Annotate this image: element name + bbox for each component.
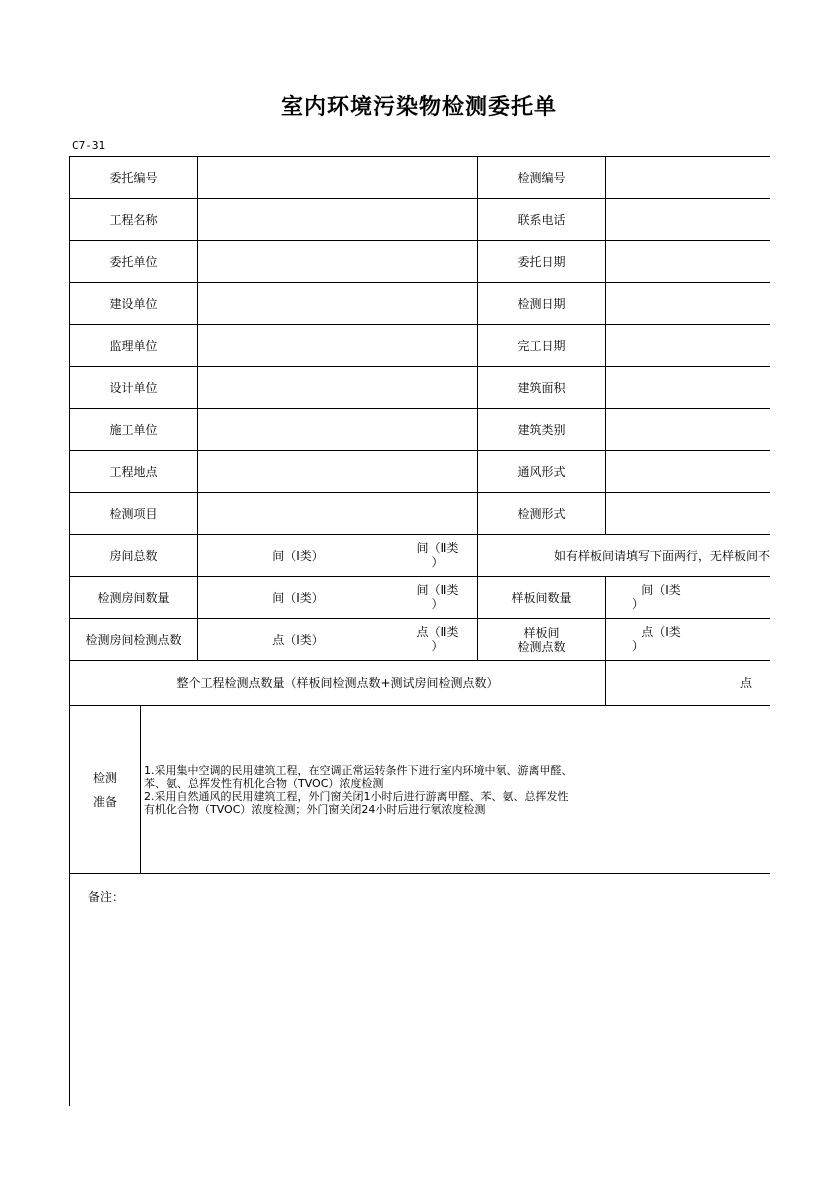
test-preparation-line1: 检测	[92, 770, 117, 785]
label-construction-unit: 建设单位	[109, 296, 158, 311]
sample-room-note: 如有样板间请填写下面两行，无样板间不	[553, 548, 770, 563]
label-test-no: 检测编号	[517, 170, 566, 185]
test-date-field[interactable]	[606, 283, 770, 324]
remarks-field[interactable]	[71, 905, 769, 1105]
construction-unit-field[interactable]	[198, 283, 477, 324]
tested-rooms-class2-line1: 间（Ⅱ类	[416, 583, 459, 597]
label-tested-room-count: 检测房间数量	[97, 590, 170, 605]
ventilation-type-field[interactable]	[606, 451, 770, 492]
test-points-class1[interactable]: 点（Ⅰ类）	[272, 632, 324, 647]
form-title: 室内环境污染物检测委托单	[280, 94, 557, 120]
building-area-field[interactable]	[606, 367, 770, 408]
sample-test-points-line1: 样板间	[523, 625, 560, 640]
label-room-test-points: 检测房间检测点数	[85, 632, 182, 647]
label-ventilation-type: 通风形式	[517, 464, 566, 479]
test-form-field[interactable]	[606, 493, 770, 534]
project-location-field[interactable]	[198, 451, 477, 492]
total-rooms-class2-line2: ）	[431, 555, 444, 569]
label-sample-room-count: 样板间数量	[511, 590, 572, 605]
commission-no-field[interactable]	[198, 157, 477, 198]
total-rooms-class2-line1: 间（Ⅱ类	[416, 541, 459, 555]
sample-points-class1-line2: ）	[632, 639, 645, 653]
test-items-field[interactable]	[198, 493, 477, 534]
project-name-field[interactable]	[198, 199, 477, 240]
label-builder-unit: 施工单位	[109, 422, 158, 437]
sample-rooms-class1[interactable]	[606, 577, 716, 618]
preparation-line: 2.采用自然通风的民用建筑工程，外门窗关闭1小时后进行游离甲醛、苯、氨、总挥发性	[144, 790, 569, 803]
preparation-line: 有机化合物（TVOC）浓度检测；外门窗关闭24小时后进行氡浓度检测	[144, 803, 486, 816]
total-rooms-class2[interactable]	[398, 535, 477, 576]
tested-rooms-class1[interactable]: 间（Ⅰ类）	[272, 590, 324, 605]
design-unit-field[interactable]	[198, 367, 477, 408]
preparation-line: 1.采用集中空调的民用建筑工程，在空调正常运转条件下进行室内环境中氡、游离甲醛、	[144, 764, 573, 777]
label-total-project-points: 整个工程检测点数量（样板间检测点数+测试房间检测点数）	[176, 676, 499, 690]
total-rooms-class1[interactable]: 间（Ⅰ类）	[272, 548, 324, 563]
building-category-field[interactable]	[606, 409, 770, 450]
preparation-line: 苯、氨、总挥发性有机化合物（TVOC）浓度检测	[144, 777, 384, 790]
test-preparation-text	[144, 764, 764, 816]
total-project-points-field[interactable]: 点	[739, 676, 752, 690]
label-building-category: 建筑类别	[517, 422, 566, 437]
label-completion-date: 完工日期	[517, 338, 566, 353]
label-project-location: 工程地点	[109, 464, 158, 479]
test-points-class2-line2: ）	[431, 639, 444, 653]
label-project-name: 工程名称	[109, 212, 158, 227]
label-total-rooms: 房间总数	[109, 548, 158, 563]
remarks-label: 备注：	[88, 890, 125, 904]
label-client-unit: 委托单位	[109, 254, 158, 269]
form-code: C7-31	[72, 139, 106, 152]
sample-rooms-class1-line1: 间（Ⅰ类	[641, 583, 681, 597]
label-test-items: 检测项目	[109, 506, 158, 521]
label-commission-date: 委托日期	[517, 254, 566, 269]
label-test-date: 检测日期	[517, 296, 566, 311]
label-test-preparation	[70, 706, 140, 873]
sample-rooms-class1-line2: ）	[632, 597, 645, 611]
test-points-class2-line1: 点（Ⅱ类	[416, 625, 459, 639]
label-contact-phone: 联系电话	[517, 212, 566, 227]
tested-rooms-class2-line2: ）	[431, 597, 444, 611]
label-commission-no: 委托编号	[109, 170, 158, 185]
supervision-unit-field[interactable]	[198, 325, 477, 366]
label-supervision-unit: 监理单位	[109, 338, 158, 353]
contact-phone-field[interactable]	[606, 199, 770, 240]
tested-rooms-class2[interactable]	[398, 577, 477, 618]
test-no-field[interactable]	[606, 157, 770, 198]
completion-date-field[interactable]	[606, 325, 770, 366]
sample-test-points-line2: 检测点数	[517, 639, 566, 654]
label-design-unit: 设计单位	[109, 380, 158, 395]
client-unit-field[interactable]	[198, 241, 477, 282]
sample-points-class1[interactable]	[606, 619, 716, 660]
sample-points-class1-line1: 点（Ⅰ类	[641, 625, 681, 639]
builder-unit-field[interactable]	[198, 409, 477, 450]
test-preparation-line2: 准备	[92, 794, 117, 809]
label-sample-test-points	[478, 619, 605, 660]
label-test-form: 检测形式	[517, 506, 566, 521]
label-building-area: 建筑面积	[517, 380, 566, 395]
commission-date-field[interactable]	[606, 241, 770, 282]
test-points-class2[interactable]	[398, 619, 477, 660]
